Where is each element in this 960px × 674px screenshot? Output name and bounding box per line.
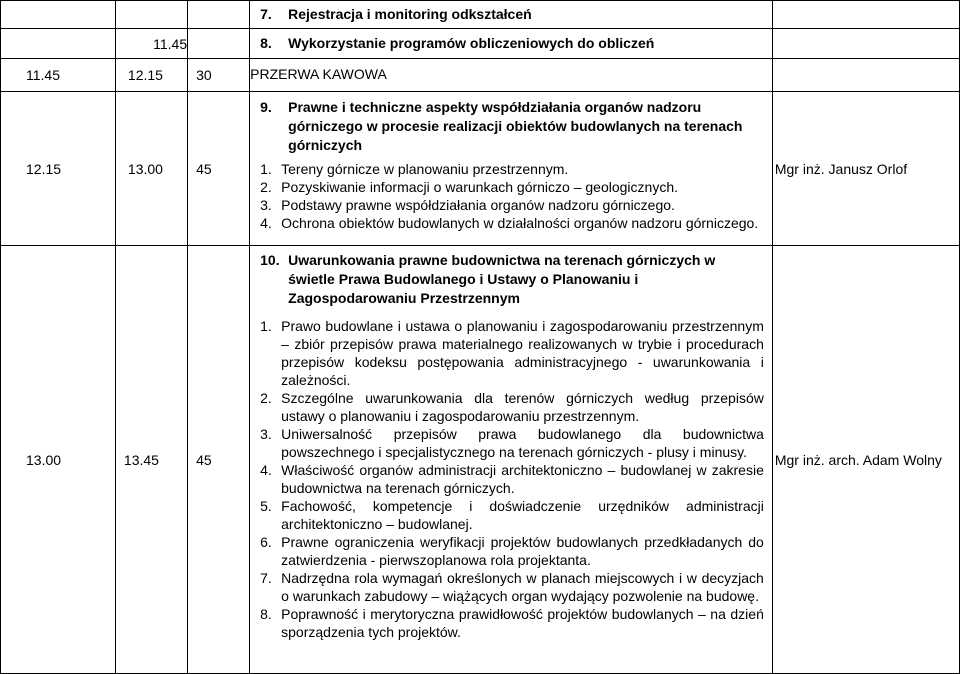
start-time-cell (1, 59, 116, 92)
item-text: Podstawy prawne współdziałania organów nadzoru górniczego. (281, 197, 675, 213)
time-value: 11.45 (153, 35, 188, 52)
topic-heading (250, 98, 772, 155)
item-text: Prawo budowlane i ustawa o planowaniu i zagospodarowaniu przestrzennym – zbiór przepisów prawa materialnego realizowanych w trybie i procedurach przepisów kodeksu postępowania administracyjnego - uwarunkowania i zależności. (281, 318, 764, 388)
topic-title: Wykorzystanie programów obliczeniowych do obliczeń (288, 35, 655, 51)
break-label: PRZERWA KAWOWA (250, 66, 387, 83)
table-row (1, 1, 960, 29)
end-time-cell (115, 1, 187, 29)
duration-cell (188, 59, 250, 92)
topic-number: 10. (260, 252, 280, 268)
topic-number: 7. (260, 6, 272, 22)
time-value: 12.15 (127, 67, 163, 83)
duration-cell (188, 1, 250, 29)
item-number: 4. (260, 215, 272, 231)
time-value: 12.15 (26, 160, 62, 177)
duration-value: 45 (196, 451, 212, 468)
topic-cell (250, 92, 773, 246)
time-value: 13.00 (26, 451, 62, 468)
topic-heading (250, 5, 772, 24)
item-text: Uniwersalność przepisów prawa budowlanego dla budownictwa powszechnego i specjalistycznego na terenach górniczych - plusy i minusy. (281, 426, 764, 460)
lecturer-name: Mgr inż. arch. Adam Wolny (774, 451, 942, 468)
topic-cell (250, 59, 773, 92)
table-row (1, 59, 960, 92)
start-time-cell (1, 92, 116, 246)
lecturer-name: Mgr inż. Janusz Orlof (774, 160, 908, 177)
topic-number: 9. (260, 99, 272, 115)
start-time-cell (1, 246, 116, 674)
list-item (260, 196, 772, 214)
duration-cell (188, 92, 250, 246)
list-item (260, 160, 772, 178)
topic-number: 8. (260, 35, 272, 51)
duration-value: 30 (196, 67, 212, 83)
list-item (260, 317, 772, 389)
item-number: 7. (260, 570, 272, 586)
item-number: 5. (260, 498, 272, 514)
list-item (260, 178, 772, 196)
item-number: 8. (260, 606, 272, 622)
table-row (1, 246, 960, 674)
topic-cell (250, 29, 773, 59)
item-number: 6. (260, 534, 272, 550)
item-text: Właściwość organów administracji architektoniczno – budowlanej w zakresie budownictwa na terenach górniczych. (281, 462, 764, 496)
list-item (260, 461, 772, 497)
topic-title: Rejestracja i monitoring odkształceń (288, 6, 532, 22)
item-text: Pozyskiwanie informacji o warunkach górniczo – geologicznych. (281, 179, 679, 195)
topic-title: Prawne i techniczne aspekty współdziałania organów nadzoru górniczego w procesie realizacji obiektów budowlanych na terenach górniczych (288, 99, 743, 153)
list-item (260, 605, 772, 641)
topic-title: Uwarunkowania prawne budownictwa na terenach górniczych w świetle Prawa Budowlanego i Ustawy o Planowaniu i Zagospodarowaniu Przestrzennym (288, 252, 716, 306)
topic-heading (250, 34, 772, 53)
item-text: Fachowość, kompetencje i doświadczenie urzędników administracji architektoniczno – budowlanej. (281, 498, 764, 532)
list-item (260, 214, 772, 232)
item-number: 2. (260, 390, 272, 406)
list-item (260, 425, 772, 461)
duration-cell (188, 246, 250, 674)
item-number: 1. (260, 318, 272, 334)
time-value: 13.00 (127, 160, 163, 177)
duration-cell (188, 29, 250, 59)
subtopic-list (250, 160, 772, 232)
list-item (260, 569, 772, 605)
item-number: 3. (260, 426, 272, 442)
table-row (1, 29, 960, 59)
lecturer-cell (772, 92, 959, 246)
item-number: 3. (260, 197, 272, 213)
item-text: Tereny górnicze w planowaniu przestrzennym. (281, 161, 569, 177)
start-time-cell (1, 29, 116, 59)
topic-cell (250, 246, 773, 674)
item-text: Ochrona obiektów budowlanych w działalności organów nadzoru górniczego. (281, 215, 759, 231)
time-value: 11.45 (26, 67, 60, 83)
end-time-cell (115, 59, 187, 92)
lecturer-cell (772, 1, 959, 29)
lecturer-cell (772, 246, 959, 674)
item-text: Szczególne uwarunkowania dla terenów górniczych według przepisów ustawy o planowaniu i zagospodarowaniu przestrzennym. (281, 390, 764, 424)
table-row (1, 92, 960, 246)
list-item (260, 497, 772, 533)
end-time-cell (115, 246, 187, 674)
item-number: 2. (260, 179, 272, 195)
item-text: Prawne ograniczenia weryfikacji projektów budowlanych przedkładanych do zatwierdzenia - pierwszoplanowa rola projektanta. (281, 534, 764, 568)
item-number: 4. (260, 462, 272, 478)
list-item (260, 389, 772, 425)
time-value: 13.45 (123, 451, 159, 468)
item-number: 1. (260, 161, 272, 177)
end-time-cell (115, 29, 187, 59)
item-text: Poprawność i merytoryczna prawidłowość projektów budowlanych – na dzień sporządzenia tych projektów. (281, 606, 764, 640)
lecturer-cell (772, 29, 959, 59)
start-time-cell (1, 1, 116, 29)
list-item (260, 533, 772, 569)
duration-value: 45 (196, 160, 212, 177)
item-text: Nadrzędna rola wymagań określonych w planach miejscowych i w decyzjach o warunkach zabudowy – wiążących organ wydający pozwolenie na budowę. (281, 570, 764, 604)
topic-heading (250, 251, 772, 308)
lecturer-cell (772, 59, 959, 92)
subtopic-list (250, 317, 772, 641)
end-time-cell (115, 92, 187, 246)
topic-cell (250, 1, 773, 29)
